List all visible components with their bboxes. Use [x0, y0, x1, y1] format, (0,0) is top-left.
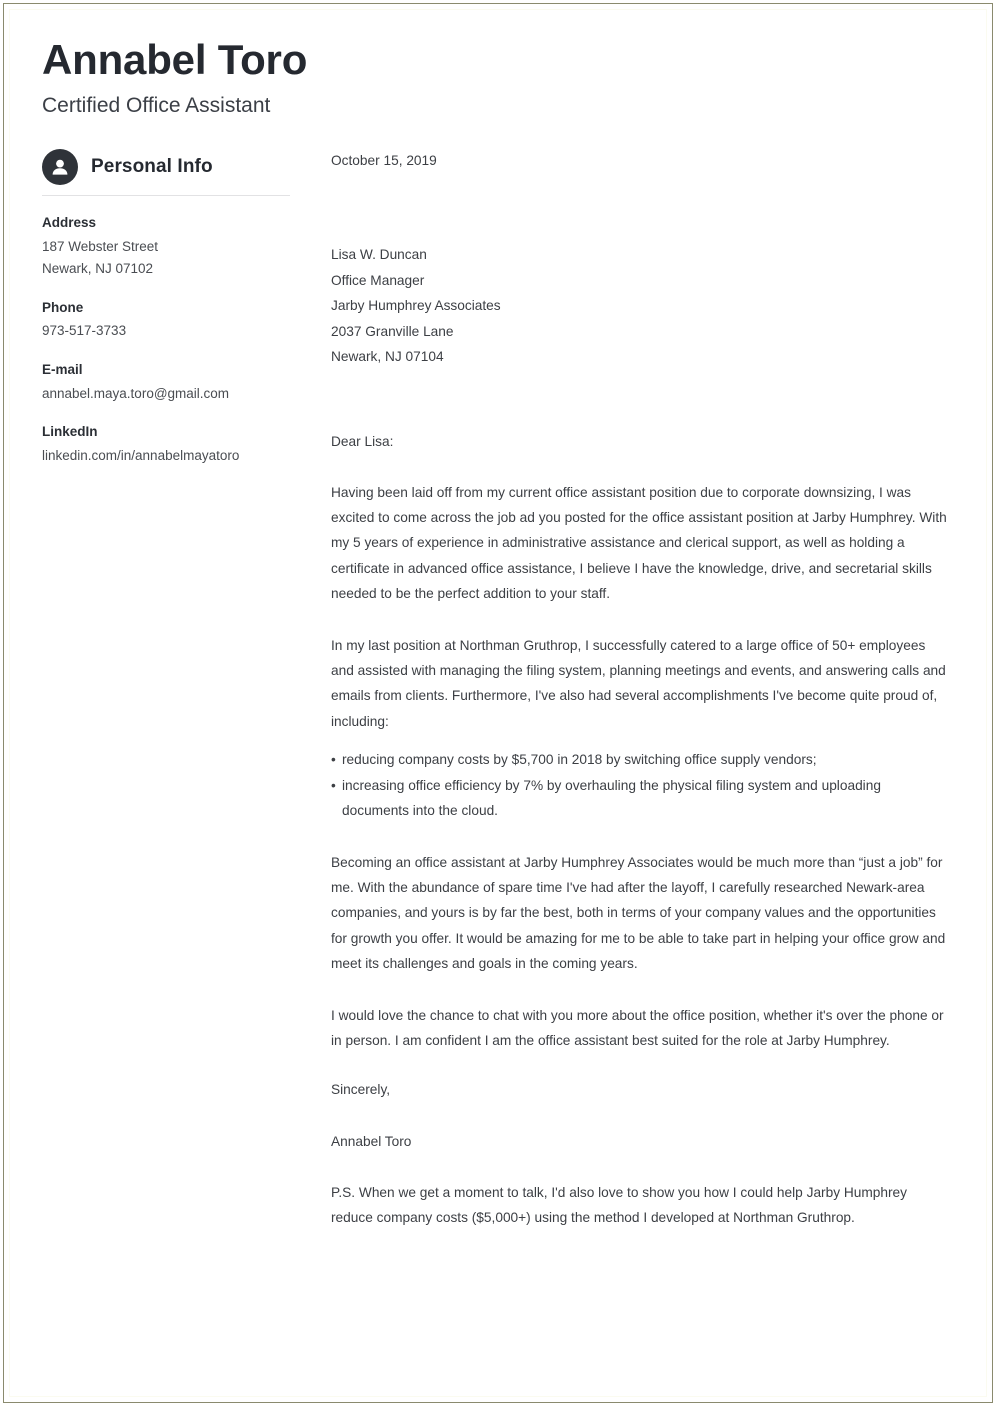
letter-signature: Annabel Toro [331, 1133, 412, 1149]
info-value[interactable]: linkedin.com/in/annabelmayatoro [42, 447, 240, 463]
personal-info-title: Personal Info [91, 156, 213, 177]
info-label: Address [42, 215, 97, 230]
letter-paragraph-3: Becoming an office assistant at Jarby Humphrey Associates would be much more than “just a job” for me. With the abundance of spare time I've had after the layoff, I carefully researched Newark-area companies, and yours is by far the best, both in terms of your company values and the opportunities for growth you offer. It would be amazing for me to be able to take part in helping your office grow and meet its challenges and goals in the coming years. [331, 855, 946, 971]
personal-info-divider [42, 195, 290, 196]
letter-paragraph-4: I would love the chance to chat with you more about the office position, whether it's over the phone or in person. I am confident I am the office assistant best suited for the role at Jarby Humphrey. [331, 1008, 944, 1049]
recipient-company: Jarby Humphrey Associates [331, 298, 501, 314]
recipient-name: Lisa W. Duncan [331, 246, 427, 262]
user-avatar-icon [42, 149, 78, 185]
info-label: Phone [42, 299, 84, 315]
info-value: 973-517-3733 [42, 323, 127, 339]
info-value: 187 Webster Street [42, 238, 159, 254]
info-value[interactable]: annabel.maya.toro@gmail.com [42, 385, 230, 401]
applicant-job-title: Certified Office Assistant [42, 93, 271, 117]
letter-paragraph-1: Having been laid off from my current office assistant position due to corporate downsizing, I was excited to come across the job ad you posted for the office assistant position at Jarby Humphrey. With my 5 years of experience in administrative assistance and clerical support, as well as holding a certificate in advanced office assistance, I believe I have the knowledge, drive, and secretarial skills needed to be the perfect addition to your staff. [331, 484, 947, 601]
info-field-linkedin [42, 422, 300, 467]
info-value: Newark, NJ 07102 [42, 261, 154, 277]
list-item: • increasing office efficiency by 7% by overhauling the physical filing system and uploading documents into the cloud. [331, 773, 951, 823]
personal-info-heading [42, 148, 300, 186]
info-field-phone [42, 298, 300, 343]
recipient-street: 2037 Granville Lane [331, 323, 454, 339]
info-field-address [42, 213, 300, 281]
letter-header [42, 38, 742, 118]
letter-salutation: Dear Lisa: [331, 433, 394, 449]
recipient-address-block [331, 242, 951, 370]
applicant-name: Annabel Toro [42, 36, 308, 83]
letter-date: October 15, 2019 [331, 153, 437, 168]
achievements-list [331, 747, 951, 823]
info-label: E-mail [42, 362, 83, 378]
recipient-city-state-zip: Newark, NJ 07104 [331, 349, 444, 365]
letter-postscript: P.S. When we get a moment to talk, I'd also love to show you how I could help Jarby Humphrey reduce company costs ($5,000+) using the method I developed at Northman Gruthrop. [331, 1184, 908, 1226]
info-label: LinkedIn [42, 424, 98, 440]
letter-paragraph-2: In my last position at Northman Gruthrop, I successfully catered to a large office of 50+ employees and assisted with managing the filing system, planning meetings and events, and answering calls and emails from clients. Furthermore, I've also had several accomplishments I've become quite proud of, including: [331, 637, 946, 729]
info-field-email [42, 360, 300, 405]
personal-info-sidebar [42, 148, 300, 468]
list-item: • reducing company costs by $5,700 in 2018 by switching office supply vendors; [331, 747, 951, 772]
letter-closing: Sincerely, [331, 1082, 391, 1098]
letter-body [331, 150, 951, 1244]
recipient-title: Office Manager [331, 272, 425, 288]
